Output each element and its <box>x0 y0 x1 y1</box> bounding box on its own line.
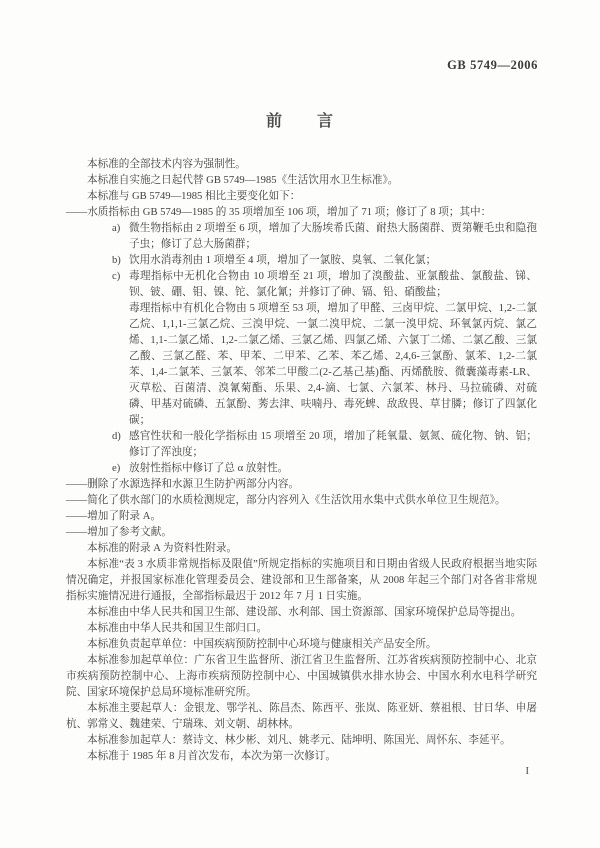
paragraph-text: 本标准“表 3 水质非常规指标及限值”所规定指标的实施项目和日期由省级人民政府根据当地实际情况确定，并报国家标准化管理委员会、建设部和卫生部备案，从 2008 年起三个部门对各省非常规指标实施情况进行通报，全部指标最迟于 2012 年 7 月 1 日实施。 <box>66 559 537 602</box>
paragraph-text: 本标准的全部技术内容为强制性。 <box>87 159 246 170</box>
paragraph <box>66 189 537 205</box>
paragraph-text: 本标准的附录 A 为资料性附录。 <box>87 543 238 554</box>
item-label: e) <box>112 463 121 474</box>
paragraph <box>66 221 537 253</box>
page-title: 前 言 <box>265 113 334 130</box>
paragraph-text: 本标准参加起草单位：广东省卫生监督所、浙江省卫生监督所、江苏省疾病预防控制中心、北京市疾病预防控制中心、上海市疾病预防控制中心、中国城镇供水排水协会、中国水利水电科学研究院、国家环境保护总局环境标准研究所。 <box>66 655 537 698</box>
paragraph-text: ——简化了供水部门的水质检测规定，部分内容列入《生活饮用水集中式供水单位卫生规范》。 <box>66 495 506 506</box>
item-label: a) <box>112 223 121 234</box>
paragraph-text: 毒理指标中有机化合物由 5 项增至 53 项，增加了甲醛、三卤甲烷、二氯甲烷、1,2-二氯乙烷、1,1,1-三氯乙烷、三溴甲烷、一氯二溴甲烷、二氯一溴甲烷、环氧氯丙烷、氯乙烯、1,1-二氯乙烯、1,2-二氯乙烯、三氯乙烯、四氯乙烯、六氯丁二烯、二氯乙酸、三氯乙酸、三氯乙醛、苯、甲苯、二甲苯、乙苯、苯乙烯、2,4,6-三氯酚、氯苯、1,2-二氯苯、1,4-二氯苯、三氯苯、邻苯二甲酸二(2-乙基己基)酯、丙烯酰胺、微囊藻毒素-LR、灭草松、百菌清、溴氰菊酯、乐果、2,4-滴、七氯、六氯苯、林丹、马拉硫磷、对硫磷、甲基对硫磷、五氯酚、莠去津、呋喃丹、毒死蜱、敌敌畏、草甘膦；修订了四氯化碳； <box>129 303 537 426</box>
paragraph <box>66 509 537 525</box>
paragraph-text: 本标准自实施之日起代替 GB 5749—1985《生活饮用水卫生标准》。 <box>87 175 399 186</box>
paragraph <box>66 541 537 557</box>
item-label: c) <box>112 271 121 282</box>
paragraph <box>66 525 537 541</box>
paragraph-text: ——删除了水源选择和水源卫生防护两部分内容。 <box>66 479 300 490</box>
paragraph-text: 饮用水消毒剂由 1 项增至 4 项，增加了一氯胺、臭氧、二氧化氯； <box>129 255 437 266</box>
paragraph-text: ——水质指标由 GB 5749—1985 的 35 项增加至 106 项，增加了 71 项；修订了 8 项；其中： <box>66 207 492 218</box>
paragraph <box>66 557 537 605</box>
paragraph-text: 放射性指标中修订了总 α 放射性。 <box>129 463 289 474</box>
page-number: I <box>525 766 529 777</box>
paragraph-text: 本标准由中华人民共和国卫生部、建设部、水利部、国土资源部、国家环境保护总局等提出。 <box>87 607 522 618</box>
standard-number: GB 5749—2006 <box>447 58 538 72</box>
paragraph <box>66 173 537 189</box>
paragraph <box>66 493 537 509</box>
paragraph <box>66 301 537 429</box>
paragraph <box>66 461 537 477</box>
paragraph <box>66 205 537 221</box>
paragraph-text: ——增加了附录 A。 <box>66 511 162 522</box>
paragraph-text: 本标准负责起草单位：中国疾病预防控制中心环境与健康相关产品安全所。 <box>87 639 437 650</box>
paragraph-text: ——增加了参考文献。 <box>66 527 172 538</box>
paragraph-text: 本标准主要起草人：金银龙、鄂学礼、陈昌杰、陈西平、张岚、陈亚妍、蔡祖根、甘日华、申屠杭、郭常义、魏建荣、宁瑞珠、刘文朝、胡林林。 <box>66 703 537 730</box>
paragraph <box>66 429 537 461</box>
paragraph <box>66 269 537 301</box>
paragraph-text: 本标准与 GB 5749—1985 相比主要变化如下： <box>87 191 301 202</box>
paragraph-text: 本标准由中华人民共和国卫生部归口。 <box>87 623 268 634</box>
paragraph <box>66 701 537 733</box>
paragraph <box>66 605 537 621</box>
paragraph <box>66 157 537 173</box>
paragraph-text: 本标准参加起草人：蔡诗文、林少彬、刘凡、姚孝元、陆坤明、陈国光、周怀东、李延平。 <box>87 735 511 746</box>
item-label: b) <box>112 255 121 266</box>
paragraph <box>66 477 537 493</box>
paragraph-text: 本标准于 1985 年 8 月首次发布，本次为第一次修订。 <box>87 751 336 762</box>
paragraph-text: 微生物指标由 2 项增至 6 项，增加了大肠埃希氏菌、耐热大肠菌群、贾第鞭毛虫和隐孢子虫；修订了总大肠菌群； <box>129 223 537 250</box>
paragraph <box>66 749 537 765</box>
document-body <box>66 157 537 765</box>
paragraph <box>66 653 537 701</box>
paragraph <box>66 253 537 269</box>
paragraph <box>66 621 537 637</box>
paragraph <box>66 733 537 749</box>
item-label: d) <box>112 431 121 442</box>
paragraph-text: 毒理指标中无机化合物由 10 项增至 21 项，增加了溴酸盐、亚氯酸盐、氯酸盐、锑、钡、铍、硼、钼、镍、铊、氯化氰；并修订了砷、镉、铅、硝酸盐； <box>129 271 537 298</box>
paragraph <box>66 637 537 653</box>
paragraph-text: 感官性状和一般化学指标由 15 项增至 20 项，增加了耗氧量、氨氮、硫化物、钠、铝；修订了浑浊度； <box>129 431 537 458</box>
